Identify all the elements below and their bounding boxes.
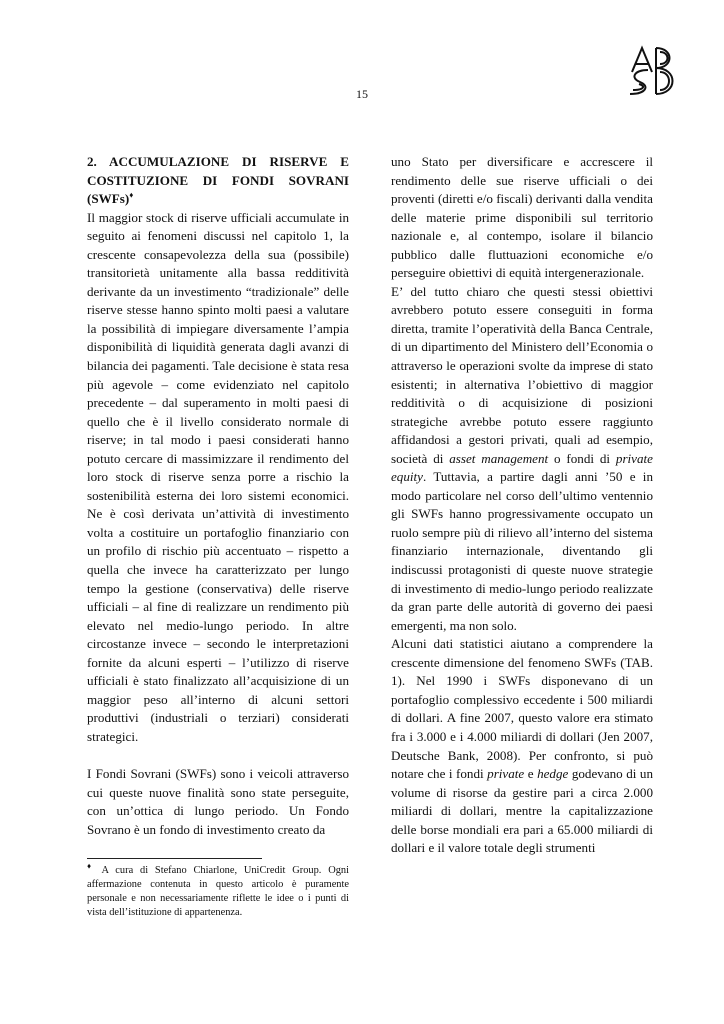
paragraph: uno Stato per diversificare e accrescere il rendimento delle sue riserve ufficiali o dei proventi (diretti e/o fiscali) derivanti dalla vendita delle materie prime disponibili sul territorio nazionale e, al contempo, isolare il bilancio pubblico dalle fluttuazioni economiche e/o perseguire obiettivi di equità intergenerazionale. xyxy=(391,154,653,281)
italic-term: asset management xyxy=(449,450,549,466)
text-run: godevano di un volume di risorse da gestire pari a circa 2.000 miliardi di dollari, mentre la capitalizzazione delle borse mondiali era pari a 65.000 miliardi di dollari e il valore totale degli strumenti xyxy=(391,766,653,856)
text-run: E’ del tutto chiaro che questi stessi obiettivi avrebbero potuto essere conseguiti in forma diretta, tramite l’operatività della Banca Centrale, di un dipartimento del Ministero dell’Economia o attraverso le operazioni svolte da imprese di stato esistenti; in alternativa l’obiettivo di maggior redditività o di acquisizione di posizioni strategiche avrebbe potuto essere raggiunto affidandosi a gestori privati, quali ad esempio, società di xyxy=(391,283,653,466)
text-run: o fondi di xyxy=(548,450,616,466)
paragraph: I Fondi Sovrani (SWFs) sono i veicoli attraverso cui queste nuove finalità sono state perseguite, con un’ottica di lungo periodo. Un Fondo Sovrano è un fondo di investimento creato da xyxy=(87,766,349,837)
italic-term: hedge xyxy=(537,766,569,782)
footnote xyxy=(87,861,349,920)
paragraph: Il maggior stock di riserve ufficiali accumulate in seguito ai fenomeni discussi nel capitolo 1, la crescente consapevolezza della sua (possibile) transitorietà unitamente alla bassa redditività derivante da un investimento “tradizionale” delle riserve stesse hanno spinto molti paesi a valutare la possibilità di impiegare diversamente l’ampia disponibilità di liquidità generata dagli avanzi di bilancia dei pagamenti. Tale decisione è stata resa più agevole – come evidenziato nel capitolo precedente – dal superamento in molti paesi di quello che è il livello considerato normale di riserve; in tal modo i paesi considerati hanno potuto cercare di massimizzare il rendimento del loro stock di riserve senza porre a rischio la sostenibilità esterna dei loro sistemi economici. Ne è così derivata un’attività di investimento volta a costituire un portafoglio finanziario con un profilo di rischio più accentuato – rispetto a quella che invece ha caratterizzato per lungo tempo la gestione (conservativa) delle riserve ufficiali – al fine di realizzare un rendimento più elevato nel medio-lungo periodo. In altre circostanze invece – secondo le interpretazioni fornite da alcuni esperti – l’utilizzo di riserve ufficiali è stato finalizzato all’acquisizione di un maggior peso all’interno di alcuni settori produttivi (industriali o terziari) considerati strategici. xyxy=(87,209,349,744)
footnote-marker: ♦ xyxy=(129,190,134,200)
italic-term: private xyxy=(487,766,525,782)
footnote-text: A cura di Stefano Chiarlone, UniCredit Group. Ogni affermazione contenuta in questo articolo è puramente personale e non necessariamente riflette le idee o i punti di vista dell’istituzione di appartenenza. xyxy=(87,865,349,918)
text-run: Alcuni dati statistici aiutano a comprendere la crescente dimensione del fenomeno SWFs (TAB. 1). Nel 1990 i SWFs disponevano di un portafoglio complessivo eccedente i 500 miliardi di dollari. A fine 2007, questo valore era stimato fra i 3.000 e i 4.000 miliardi di dollari (Jen 2007, Deutsche Bank, 2008). Per confronto, si può notare che i fondi xyxy=(391,636,653,782)
text-run: . Tuttavia, a partire dagli anni ’50 e in modo particolare nel corso dell’ultimo ventennio gli SWFs hanno progressivamente occupato un ruolo sempre più di rilievo all’interno del sistema finanziario internazionale, diventando gli indiscussi protagonisti di queste nuove strategie di investimento di medio-lungo periodo realizzate da gran parte delle autorità di governo dei paesi emergenti, ma non solo. xyxy=(391,469,653,633)
left-column xyxy=(87,153,349,839)
section-heading xyxy=(87,153,349,209)
italic-term: private equity xyxy=(391,450,653,485)
right-column xyxy=(391,153,653,858)
text-run: e xyxy=(524,766,538,782)
paragraph xyxy=(391,635,653,858)
section-heading-text: 2. ACCUMULAZIONE DI RISERVE E COSTITUZIONE DI FONDI SOVRANI (SWFs) xyxy=(87,154,349,207)
footnote-divider xyxy=(87,858,262,859)
paragraph xyxy=(391,283,653,635)
page-number: 15 xyxy=(356,87,368,101)
footnote-symbol: ♦ xyxy=(87,861,96,871)
